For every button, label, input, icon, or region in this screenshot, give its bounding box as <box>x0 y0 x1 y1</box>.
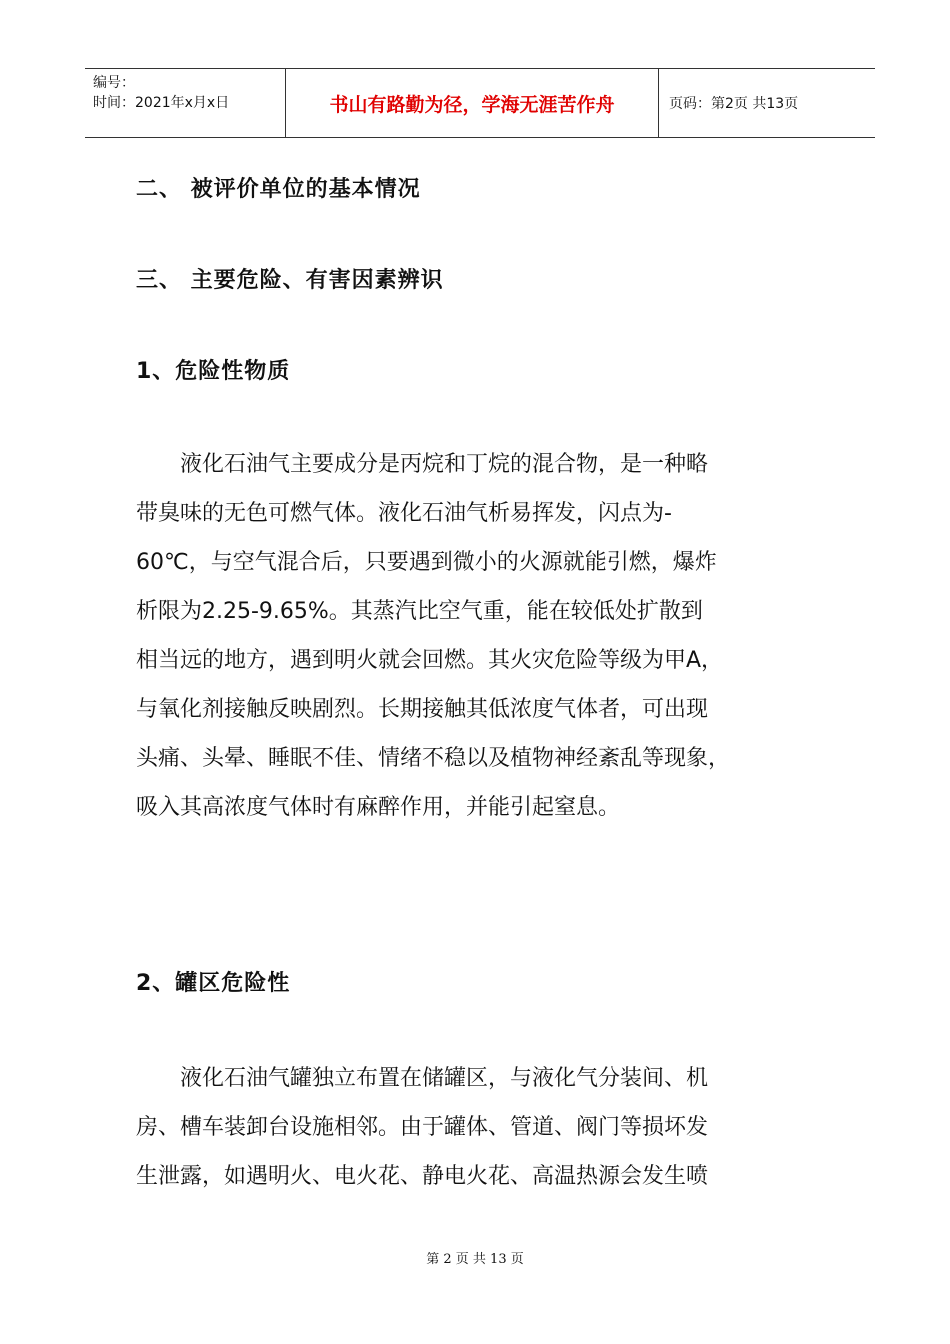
paragraph-line: 液化石油气主要成分是丙烷和丁烷的混合物，是一种略 <box>136 452 709 477</box>
page-footer: 第 2 页 共 13 页 <box>426 1252 524 1267</box>
paragraph-line: 60℃，与空气混合后，只要遇到微小的火源就能引燃，爆炸 <box>136 550 717 575</box>
paragraph-line: 房、槽车装卸台设施相邻。由于罐体、管道、阀门等损坏发 <box>136 1115 709 1140</box>
number-label: 编号： <box>93 75 135 91</box>
paragraph-tank-area <box>136 1054 826 1201</box>
paragraph-line: 相当远的地方，遇到明火就会回燃。其火灾危险等级为甲A， <box>136 648 724 673</box>
section-heading-2: 二、 被评价单位的基本情况 <box>136 177 421 202</box>
paragraph-line: 带臭味的无色可燃气体。液化石油气析易挥发，闪点为- <box>136 501 672 526</box>
time-label: 时间：2021年x月x日 <box>93 95 230 111</box>
header-motto: 书山有路勤为径，学海无涯苦作舟 <box>286 69 659 137</box>
header-meta <box>85 69 286 137</box>
paragraph-hazardous-material <box>136 440 826 832</box>
subsection-heading-2: 2、罐区危险性 <box>136 971 291 996</box>
paragraph-line: 液化石油气罐独立布置在储罐区，与液化气分装间、机 <box>136 1066 709 1091</box>
page-header <box>85 68 875 138</box>
paragraph-line: 生泄露，如遇明火、电火花、静电火花、高温热源会发生喷 <box>136 1164 709 1189</box>
header-page-info: 页码：第2页 共13页 <box>669 96 799 112</box>
paragraph-line: 析限为2.25-9.65%。其蒸汽比空气重，能在较低处扩散到 <box>136 599 703 624</box>
paragraph-line: 与氧化剂接触反映剧烈。长期接触其低浓度气体者，可出现 <box>136 697 709 722</box>
paragraph-line: 吸入其高浓度气体时有麻醉作用，并能引起窒息。 <box>136 795 621 820</box>
section-heading-3: 三、 主要危险、有害因素辨识 <box>136 268 444 293</box>
paragraph-line: 头痛、头晕、睡眠不佳、情绪不稳以及植物神经紊乱等现象， <box>136 746 731 771</box>
subsection-heading-1: 1、危险性物质 <box>136 359 291 384</box>
